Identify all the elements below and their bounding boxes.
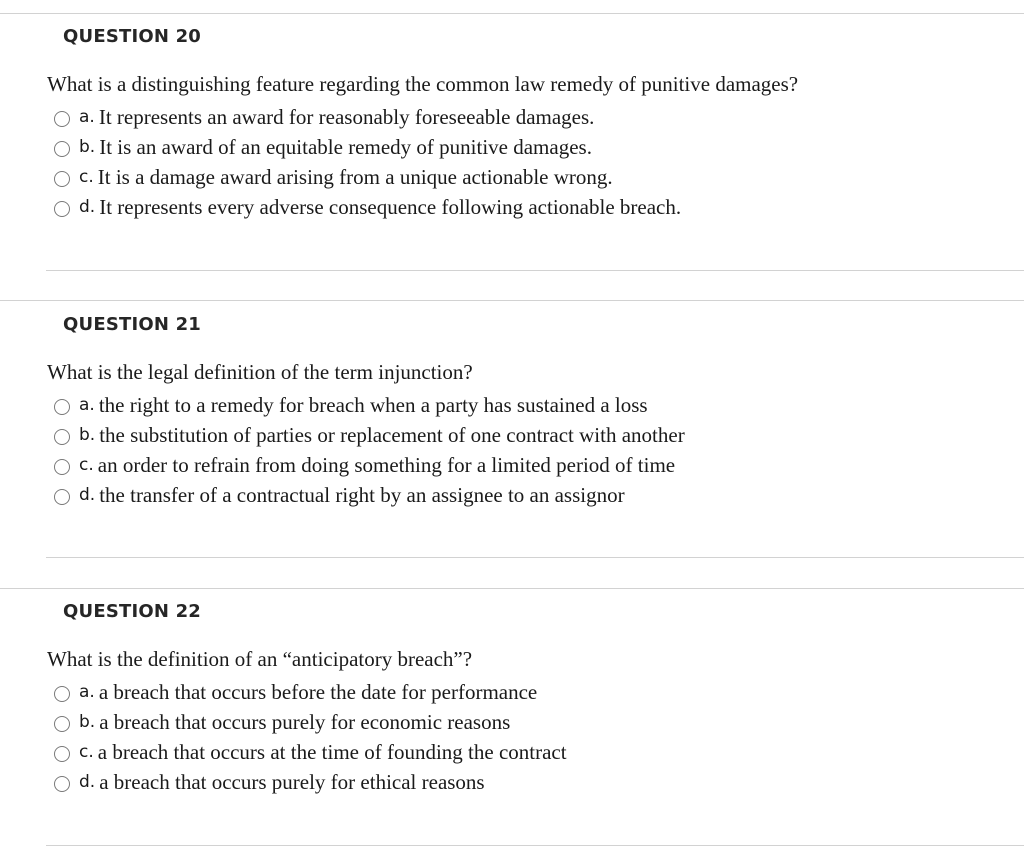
option-d[interactable] [54,767,567,797]
option-a[interactable] [54,102,681,132]
option-d[interactable] [54,480,685,510]
question-title: QUESTION 20 [63,26,202,47]
radio-button[interactable] [54,776,70,792]
answer-options [54,390,685,510]
option-letter: a. [79,107,95,127]
option-letter: a. [79,395,95,415]
option-text: a breach that occurs purely for ethical reasons [99,769,485,794]
radio-button[interactable] [54,716,70,732]
question-title: QUESTION 22 [63,601,202,622]
option-d[interactable] [54,192,681,222]
option-a[interactable] [54,390,685,420]
option-letter: a. [79,682,95,702]
option-letter: d. [79,485,96,505]
option-b[interactable] [54,132,681,162]
question-title: QUESTION 21 [63,314,202,335]
option-text: a breach that occurs purely for economic reasons [99,709,511,734]
radio-button[interactable] [54,399,70,415]
option-text: It is an award of an equitable remedy of punitive damages. [99,134,592,159]
radio-button[interactable] [54,489,70,505]
option-letter: c. [79,742,94,762]
radio-button[interactable] [54,686,70,702]
question-separator [46,557,1024,558]
option-letter: c. [79,167,94,187]
answer-options [54,677,567,797]
option-text: It is a damage award arising from a unique actionable wrong. [97,164,613,189]
option-letter: b. [79,712,96,732]
radio-button[interactable] [54,429,70,445]
option-text: It represents an award for reasonably foreseeable damages. [98,104,595,129]
option-b[interactable] [54,420,685,450]
option-text: a breach that occurs before the date for performance [98,679,538,704]
option-letter: b. [79,425,96,445]
option-letter: c. [79,455,94,475]
section-divider [0,300,1024,301]
option-letter: d. [79,772,96,792]
radio-button[interactable] [54,746,70,762]
option-b[interactable] [54,707,567,737]
radio-button[interactable] [54,141,70,157]
question-text: What is the definition of an “anticipatory breach”? [47,647,473,671]
option-letter: d. [79,197,96,217]
question-separator [46,270,1024,271]
option-c[interactable] [54,737,567,767]
option-text: the transfer of a contractual right by an assignee to an assignor [99,482,625,507]
radio-button[interactable] [54,171,70,187]
radio-button[interactable] [54,459,70,475]
question-separator [46,845,1024,846]
option-a[interactable] [54,677,567,707]
question-text: What is a distinguishing feature regarding the common law remedy of punitive damages? [47,72,799,96]
option-text: the substitution of parties or replacement of one contract with another [99,422,685,447]
option-text: It represents every adverse consequence following actionable breach. [99,194,682,219]
answer-options [54,102,681,222]
option-c[interactable] [54,162,681,192]
option-text: the right to a remedy for breach when a party has sustained a loss [98,392,648,417]
option-letter: b. [79,137,96,157]
radio-button[interactable] [54,201,70,217]
question-text: What is the legal definition of the term injunction? [47,360,473,384]
option-text: a breach that occurs at the time of founding the contract [97,739,567,764]
section-divider [0,588,1024,589]
option-c[interactable] [54,450,685,480]
radio-button[interactable] [54,111,70,127]
top-divider [0,13,1024,14]
option-text: an order to refrain from doing something for a limited period of time [97,452,676,477]
